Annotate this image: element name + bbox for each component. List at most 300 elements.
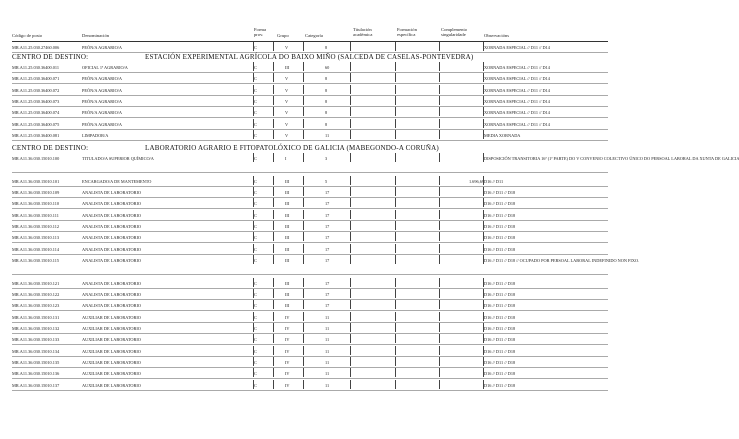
row-divider	[12, 95, 608, 96]
column-separator	[483, 176, 484, 185]
group-value: III	[285, 212, 290, 218]
provision-form: C	[254, 45, 257, 50]
position-name: TITULADO/A SUPERIOR QUÍMICO/A	[82, 155, 154, 161]
column-separator	[273, 176, 274, 185]
observations-text: D16 // D11	[484, 178, 504, 184]
column-separator	[483, 300, 484, 309]
table-row	[0, 98, 615, 110]
group-value: IV	[285, 314, 290, 320]
table-row	[0, 132, 615, 144]
column-separator	[303, 232, 304, 241]
column-separator	[303, 130, 304, 139]
category-value: 17	[325, 257, 330, 263]
provision-form: C	[254, 98, 257, 104]
category-value: 8	[325, 110, 328, 116]
provision-form: C	[254, 246, 257, 252]
provision-form: C	[254, 382, 257, 388]
category-value: 17	[325, 246, 330, 252]
observations-text: MEDIA XORNADA	[484, 132, 521, 138]
observations-text: XORNADA ESPECIAL // D11 // D14	[484, 76, 550, 82]
header-divider	[12, 41, 608, 42]
header-grupo: Grupo	[277, 33, 289, 38]
column-separator	[350, 153, 351, 162]
group-value: IV	[285, 382, 290, 388]
group-value: III	[285, 201, 290, 207]
table-row	[0, 336, 615, 348]
column-separator	[483, 255, 484, 264]
group-value: III	[285, 257, 290, 263]
provision-form: C	[254, 280, 257, 286]
position-name: ENCARGADO/A DE MANTEMENTO	[82, 178, 152, 184]
column-separator	[439, 357, 440, 366]
group-value: III	[285, 280, 290, 286]
column-separator	[350, 85, 351, 94]
row-divider	[12, 322, 608, 323]
column-separator	[253, 42, 254, 51]
destination-center-name: ESTACIÓN EXPERIMENTAL AGRÍCOLA DO BAIXO MIÑO (SALCEDA DE CASELAS-PONTEVEDRA)	[145, 53, 474, 62]
column-separator	[350, 278, 351, 287]
column-separator	[439, 289, 440, 298]
column-separator	[253, 96, 254, 105]
destination-center-heading	[12, 53, 608, 62]
column-separator	[253, 278, 254, 287]
column-separator	[483, 346, 484, 355]
position-code: MR.A11.36.030.15010.132	[12, 326, 60, 332]
column-separator	[439, 221, 440, 230]
column-separator	[253, 73, 254, 82]
column-separator	[303, 107, 304, 116]
column-separator	[395, 176, 396, 185]
column-separator	[395, 96, 396, 105]
column-separator	[439, 255, 440, 264]
observations-text: D16 // D11 // D18	[484, 246, 516, 252]
category-value: 17	[325, 280, 330, 286]
destination-center-label: CENTRO DE DESTINO:	[12, 53, 89, 62]
column-separator	[350, 380, 351, 389]
position-name: AUXILIAR DE LABORATORIO	[82, 337, 141, 343]
position-name: PEÓN/A AGRARIO/A	[82, 98, 122, 104]
column-separator	[395, 119, 396, 128]
column-separator	[303, 346, 304, 355]
table-row	[0, 178, 615, 190]
column-separator	[439, 187, 440, 196]
category-value: 17	[325, 303, 330, 309]
observations-text: D16 // D11 // D18	[484, 371, 516, 377]
row-divider	[12, 231, 608, 232]
column-separator	[303, 85, 304, 94]
position-code: MR.A11.25.030.36400.075	[12, 121, 60, 127]
column-separator	[273, 300, 274, 309]
position-code: MR.A11.36.030.15010.133	[12, 337, 60, 343]
table-row	[0, 75, 615, 87]
column-separator	[303, 357, 304, 366]
position-code: MR.A11.25.030.36400.074	[12, 110, 60, 116]
position-code: MR.A11.36.030.15010.112	[12, 223, 60, 229]
column-separator	[395, 357, 396, 366]
provision-form: C	[254, 337, 257, 343]
column-separator	[350, 300, 351, 309]
group-value: IV	[285, 371, 290, 377]
column-separator	[253, 119, 254, 128]
column-separator	[395, 187, 396, 196]
column-separator	[303, 210, 304, 219]
group-value: III	[285, 246, 290, 252]
column-separator	[439, 73, 440, 82]
position-code: MR.A11.36.030.15010.101	[12, 178, 60, 184]
column-separator	[303, 176, 304, 185]
category-value: 8	[325, 98, 328, 104]
column-separator	[395, 334, 396, 343]
position-name: PEÓN/A AGRARIO/A	[82, 87, 122, 93]
column-separator	[253, 255, 254, 264]
provision-form: C	[254, 76, 257, 82]
position-code: MR.A11.36.030.15010.137	[12, 382, 60, 388]
column-separator	[395, 130, 396, 139]
column-separator	[273, 73, 274, 82]
column-separator	[273, 85, 274, 94]
column-separator	[253, 198, 254, 207]
position-name: ANALISTA DE LABORATORIO	[82, 212, 142, 218]
category-value: 11	[325, 371, 330, 377]
group-value: III	[285, 178, 290, 184]
observations-text: XORNADA ESPECIAL // D11 // D14	[484, 45, 550, 50]
table-row	[0, 348, 615, 360]
position-code: MR.A11.36.030.15010.113	[12, 235, 60, 241]
column-separator	[395, 244, 396, 253]
column-separator	[303, 221, 304, 230]
row-divider	[12, 333, 608, 334]
observations-text: D16 // D11 // D18	[484, 292, 516, 297]
provision-form: C	[254, 303, 257, 309]
column-separator	[483, 198, 484, 207]
table-row	[0, 370, 615, 382]
group-value: III	[285, 303, 290, 309]
column-separator	[273, 334, 274, 343]
group-value: V	[285, 110, 289, 116]
column-separator	[395, 278, 396, 287]
observations-text: D16 // D11 // D18	[484, 326, 516, 332]
row-divider	[12, 299, 608, 300]
observations-text: D16 // D11 // D18	[484, 348, 516, 354]
observations-text: D16 // D11 // D18 // OCUPADO POR PERSOAL LABORAL INDEFINIDO NON FIXO.	[484, 257, 640, 263]
column-separator	[483, 380, 484, 389]
table-row	[0, 234, 615, 246]
row-divider	[12, 117, 608, 118]
destination-center-heading	[12, 144, 608, 153]
row-divider	[12, 220, 608, 221]
column-separator	[350, 107, 351, 116]
column-separator	[483, 187, 484, 196]
header-categoria: Categoría	[305, 33, 323, 38]
group-value: III	[285, 223, 290, 229]
position-name: ANALISTA DE LABORATORIO	[82, 292, 142, 297]
column-separator	[439, 210, 440, 219]
position-name: AUXILIAR DE LABORATORIO	[82, 360, 141, 366]
column-separator	[439, 323, 440, 332]
column-separator	[253, 130, 254, 139]
column-separator	[350, 368, 351, 377]
column-separator	[303, 300, 304, 309]
observations-text: XORNADA ESPECIAL // D11 // D14	[484, 110, 550, 116]
column-separator	[350, 73, 351, 82]
table-row	[0, 212, 615, 224]
table-row	[0, 246, 615, 258]
position-name: PEÓN/A AGRARIO/A	[82, 121, 122, 127]
column-separator	[303, 312, 304, 321]
column-separator	[253, 323, 254, 332]
column-separator	[395, 62, 396, 71]
column-separator	[350, 187, 351, 196]
column-separator	[303, 380, 304, 389]
group-value: I	[285, 155, 287, 161]
column-separator	[395, 198, 396, 207]
row-divider	[12, 140, 608, 141]
column-separator	[439, 278, 440, 287]
row-divider	[12, 186, 608, 187]
column-separator	[395, 300, 396, 309]
destination-center-label: CENTRO DE DESTINO:	[12, 144, 89, 153]
column-separator	[303, 187, 304, 196]
position-name: ANALISTA DE LABORATORIO	[82, 235, 142, 241]
column-separator	[253, 187, 254, 196]
table-row	[0, 302, 615, 314]
position-code: MR.A11.25.030.36400.081	[12, 132, 60, 138]
provision-form: C	[254, 132, 257, 138]
observations-text: XORNADA ESPECIAL // D11 // D14	[484, 64, 550, 70]
observations-text: D16 // D11 // D18	[484, 235, 516, 241]
column-separator	[273, 62, 274, 71]
column-separator	[483, 42, 484, 51]
column-separator	[303, 73, 304, 82]
column-separator	[253, 334, 254, 343]
column-separator	[303, 119, 304, 128]
table-row	[0, 189, 615, 201]
table-row	[0, 325, 615, 337]
position-code: MR.A11.36.030.15010.111	[12, 212, 59, 218]
column-separator	[253, 368, 254, 377]
position-code: MR.A11.36.030.15010.122	[12, 292, 60, 297]
position-name: LIMPADOR/A	[82, 132, 109, 138]
column-separator	[350, 130, 351, 139]
position-code: MR.A11.36.030.15010.123	[12, 303, 60, 309]
column-separator	[350, 96, 351, 105]
observations-text: DISPOSICIÓN TRANSITORIA 16ª (1ª PARTE) DO V CONVENIO COLECTIVO ÚNICO DO PERSOAL LABORAL DA XUNTA DE GALICIA	[484, 155, 739, 161]
position-name: ANALISTA DE LABORATORIO	[82, 280, 142, 286]
column-separator	[273, 210, 274, 219]
provision-form: C	[254, 212, 257, 218]
provision-form: C	[254, 348, 257, 354]
category-value: 17	[325, 292, 330, 297]
position-name: AUXILIAR DE LABORATORIO	[82, 348, 141, 354]
table-row	[0, 109, 615, 121]
observations-text: D16 // D11 // D18	[484, 337, 516, 343]
group-value: III	[285, 64, 290, 70]
table-row	[0, 280, 615, 292]
column-separator	[395, 153, 396, 162]
provision-form: C	[254, 326, 257, 332]
observations-text: XORNADA ESPECIAL // D11 // D14	[484, 87, 550, 93]
column-separator	[483, 357, 484, 366]
column-separator	[350, 62, 351, 71]
group-value: III	[285, 189, 290, 195]
column-separator	[253, 107, 254, 116]
column-separator	[483, 323, 484, 332]
position-name: AUXILIAR DE LABORATORIO	[82, 314, 141, 320]
column-separator	[273, 107, 274, 116]
category-value: 11	[325, 382, 330, 388]
column-separator	[273, 278, 274, 287]
observations-text: D16 // D11 // D18	[484, 280, 516, 286]
column-separator	[439, 62, 440, 71]
column-separator	[273, 255, 274, 264]
column-separator	[350, 221, 351, 230]
column-separator	[253, 176, 254, 185]
column-separator	[303, 153, 304, 162]
column-separator	[395, 312, 396, 321]
row-divider	[12, 288, 608, 289]
position-code: MR.A11.25.030.36400.072	[12, 87, 60, 93]
column-separator	[303, 368, 304, 377]
column-separator	[483, 85, 484, 94]
table-row	[0, 257, 640, 269]
column-separator	[439, 300, 440, 309]
column-separator	[439, 368, 440, 377]
category-value: 8	[325, 76, 328, 82]
column-separator	[253, 232, 254, 241]
group-value: IV	[285, 360, 290, 366]
column-separator	[395, 73, 396, 82]
column-separator	[483, 244, 484, 253]
row-divider	[12, 197, 608, 198]
column-separator	[439, 42, 440, 51]
column-separator	[253, 244, 254, 253]
observations-text: XORNADA ESPECIAL // D11 // D14	[484, 121, 550, 127]
column-separator	[303, 96, 304, 105]
group-value: III	[285, 292, 290, 297]
observations-text: D16 // D11 // D18	[484, 382, 516, 388]
column-separator	[253, 357, 254, 366]
position-name: ANALISTA DE LABORATORIO	[82, 189, 142, 195]
provision-form: C	[254, 360, 257, 366]
group-value: IV	[285, 348, 290, 354]
group-value: V	[285, 132, 289, 138]
column-separator	[303, 255, 304, 264]
observations-text: D16 // D11 // D18	[484, 223, 516, 229]
column-separator	[483, 334, 484, 343]
row-divider	[12, 274, 608, 275]
header-complemento: Complemento singularidade	[441, 27, 468, 38]
position-code: MR.A11.36.030.15010.134	[12, 348, 60, 354]
column-separator	[439, 380, 440, 389]
category-value: 17	[325, 223, 330, 229]
column-separator	[483, 312, 484, 321]
provision-form: C	[254, 155, 257, 161]
row-divider	[12, 356, 608, 357]
column-separator	[273, 380, 274, 389]
category-value: 8	[325, 45, 328, 50]
row-divider	[12, 242, 608, 243]
column-separator	[483, 232, 484, 241]
category-value: 11	[325, 326, 330, 332]
destination-center-name: LABORATORIO AGRARIO E FITOPATOLÓXICO DE GALICIA (MABEGONDO-A CORUÑA)	[145, 144, 439, 153]
row-divider	[12, 378, 608, 379]
position-code: MR.A11.36.030.15010.115	[12, 257, 60, 263]
observations-text: D16 // D11 // D18	[484, 212, 516, 218]
column-separator	[395, 368, 396, 377]
table-row	[0, 87, 615, 99]
column-separator	[253, 153, 254, 162]
column-separator	[273, 232, 274, 241]
position-name: PEÓN/A AGRARIO/A	[82, 110, 122, 116]
column-separator	[303, 198, 304, 207]
category-value: 11	[325, 132, 330, 138]
row-divider	[12, 310, 608, 311]
column-separator	[273, 119, 274, 128]
column-separator	[253, 312, 254, 321]
column-separator	[395, 323, 396, 332]
column-separator	[439, 198, 440, 207]
provision-form: C	[254, 121, 257, 127]
position-code: MR.A11.36.030.15010.110	[12, 201, 60, 207]
column-separator	[483, 289, 484, 298]
column-separator	[253, 85, 254, 94]
column-separator	[350, 255, 351, 264]
column-separator	[439, 130, 440, 139]
table-row	[0, 291, 615, 303]
provision-form: C	[254, 235, 257, 241]
column-separator	[303, 278, 304, 287]
position-code: MR.A11.36.030.15010.109	[12, 189, 60, 195]
column-separator	[395, 221, 396, 230]
position-code: MR.A11.36.030.15010.121	[12, 280, 60, 286]
group-value: V	[285, 98, 289, 104]
provision-form: C	[254, 314, 257, 320]
observations-text: D16 // D11 // D18	[484, 314, 516, 320]
column-separator	[395, 380, 396, 389]
column-separator	[483, 96, 484, 105]
column-separator	[303, 334, 304, 343]
column-separator	[273, 323, 274, 332]
column-separator	[483, 278, 484, 287]
column-separator	[350, 346, 351, 355]
table-row	[0, 314, 615, 326]
provision-form: C	[254, 189, 257, 195]
column-separator	[395, 232, 396, 241]
position-name: AUXILIAR DE LABORATORIO	[82, 382, 141, 388]
header-observacions: Observacións	[484, 33, 510, 38]
column-separator	[273, 187, 274, 196]
column-separator	[395, 289, 396, 298]
category-value: 17	[325, 212, 330, 218]
category-value: 3	[325, 155, 328, 161]
column-separator	[350, 334, 351, 343]
column-separator	[483, 62, 484, 71]
column-separator	[439, 312, 440, 321]
column-separator	[253, 289, 254, 298]
column-separator	[439, 334, 440, 343]
column-separator	[253, 221, 254, 230]
provision-form: C	[254, 178, 257, 184]
column-separator	[483, 130, 484, 139]
column-separator	[439, 244, 440, 253]
category-value: 8	[325, 87, 328, 93]
table-row	[0, 382, 615, 394]
provision-form: C	[254, 257, 257, 263]
column-separator	[439, 232, 440, 241]
row-divider	[12, 344, 608, 345]
column-separator	[303, 42, 304, 51]
header-titulacion: Titulación académica	[353, 27, 373, 38]
